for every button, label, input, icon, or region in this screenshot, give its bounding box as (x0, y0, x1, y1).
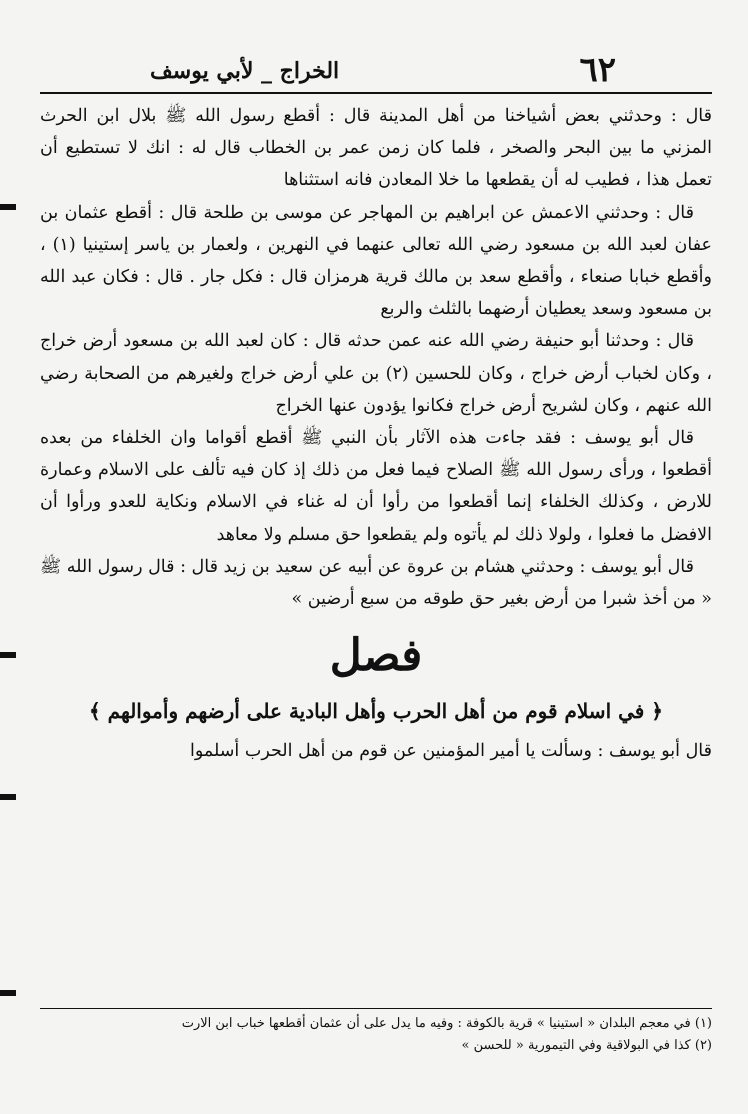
section-heading: فصل (329, 630, 423, 682)
running-title: الخراج _ لأبي يوسف (150, 58, 340, 84)
paragraph: قال : وحدثني الاعمش عن ابراهيم بن المهاجر عن موسى بن طلحة قال : أقطع عثمان بن عفان لعبد الله بن مسعود رضي الله تعالى عنهما في النهرين ، ولعمار بن ياسر إستينيا (١) ، وأقطع خبابا صنعاء ، وأقطع سعد بن مالك قرية هرمزان قال : فكل جار . قال : فكان عبد الله بن مسعود وسعد يعطيان أرضهما بالثلث والربع (40, 202, 713, 320)
paragraph: قال أبو يوسف : وحدثني هشام بن عروة عن أبيه عن سعيد بن زيد قال : قال رسول الله ﷺ « من أخذ شبرا من أرض بغير حق طوقه من سبع أرضين » (40, 556, 712, 610)
footnote: (١) في معجم البلدان « استينيا » قرية بالكوفة : وفيه ما يدل على أن عثمان أقطعها خباب ابن الارت (181, 1016, 712, 1031)
section-title: ﴿ في اسلام قوم من أهل الحرب وأهل البادية على أرضهم وأموالهم ﴾ (88, 699, 663, 724)
footnote: (٢) كذا في البولاقية وفي التيمورية « للحسن » (461, 1038, 712, 1053)
page-header (40, 40, 712, 94)
margin-mark (0, 794, 16, 800)
margin-mark (0, 204, 16, 210)
margin-mark (0, 990, 16, 996)
section-opening: قال أبو يوسف : وسألت يا أمير المؤمنين عن قوم من أهل الحرب أسلموا (189, 741, 712, 762)
footnotes (40, 1008, 712, 1057)
paragraph: قال : وحدثني بعض أشياخنا من أهل المدينة قال : أقطع رسول الله ﷺ بلال ابن الحرث المزني ما بين البحر والصخر ، فلما كان زمن عمر بن الخطاب قال له : انك لا تستطيع أن تعمل هذا ، فطيب له أن يقطعها ما خلا المعادن فانه استثناها (40, 106, 712, 191)
page-number: ٦٢ (579, 50, 616, 90)
book-page (40, 40, 712, 1090)
margin-mark (0, 652, 16, 658)
body-text (40, 94, 712, 767)
paragraph: قال أبو يوسف : فقد جاءت هذه الآثار بأن النبي ﷺ أقطع أقواما وان الخلفاء من بعده أقطعوا ، ورأى رسول الله ﷺ الصلاح فيما فعل من ذلك إذ كان فيه تألف على الاسلام وعمارة للارض ، وكذلك الخلفاء إنما أقطعوا من رأوا أن له غناء في الاسلام ونكاية للعدو ورأوا أن الافضل ما فعلوا ، ولولا ذلك لم يأتوه ولم يقطعوا حق مسلم ولا معاهد (40, 428, 712, 545)
paragraph: قال : وحدثنا أبو حنيفة رضي الله عنه عمن حدثه قال : كان لعبد الله بن مسعود أرض خراج ، وكان لخباب أرض خراج ، وكان للحسين (٢) بن علي أرض خراج ولغيرهم من الصحابة رضي الله عنهم ، وكان لشريح أرض خراج فكانوا يؤدون عنها الخراج (40, 331, 712, 416)
